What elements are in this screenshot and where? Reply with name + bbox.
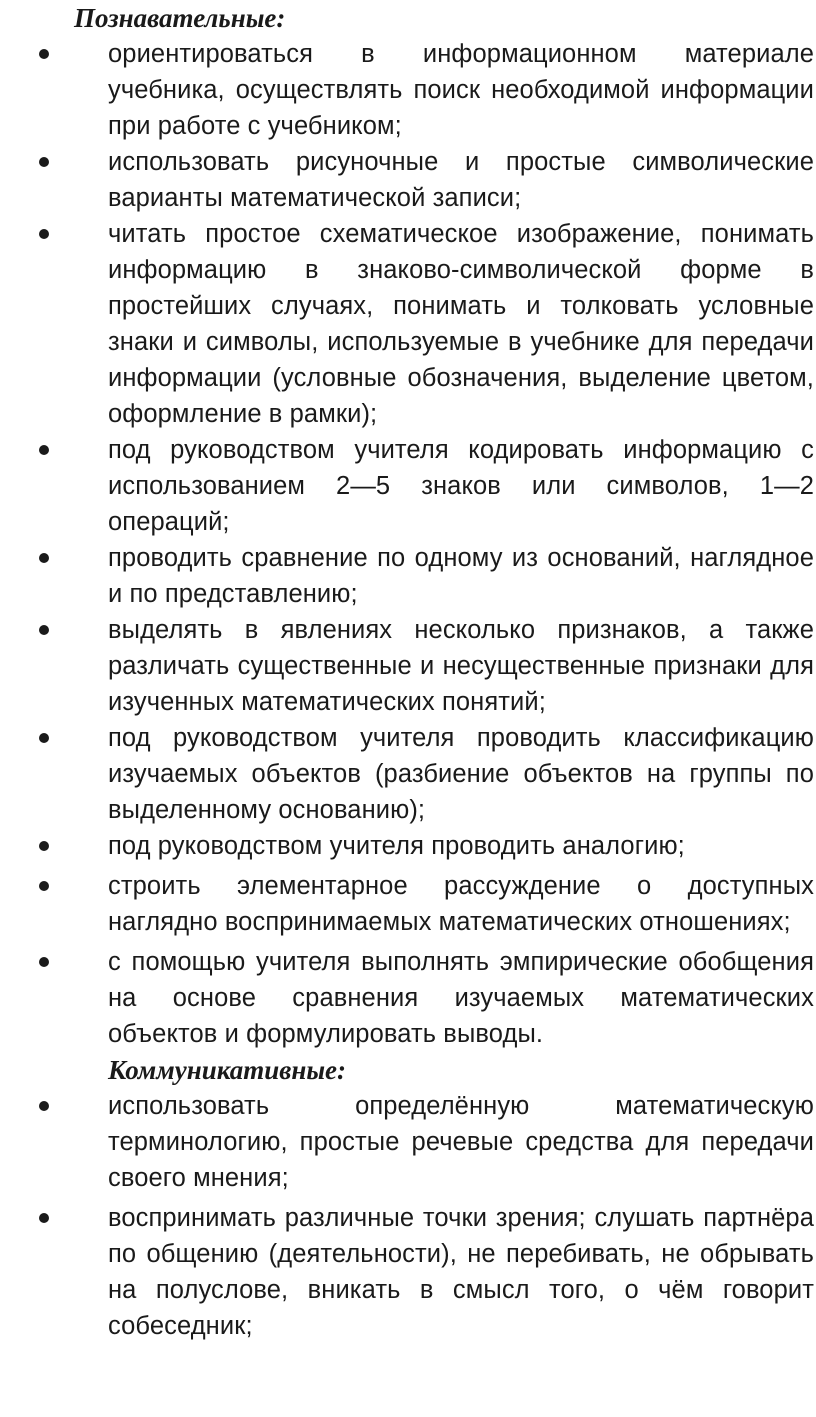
section-heading-cognitive: Познавательные: — [74, 3, 286, 33]
bullet-icon — [0, 1088, 108, 1124]
bullet-icon — [0, 828, 108, 864]
list-item — [0, 216, 816, 432]
communicative-list — [0, 1088, 816, 1344]
list-item — [0, 828, 816, 864]
bullet-icon — [0, 944, 108, 980]
list-item-text: использовать рисуночные и простые символические варианты математической записи; — [108, 148, 814, 212]
list-item — [0, 868, 816, 940]
list-item-text: строить элементарное рассуждение о доступных наглядно воспринимаемых математических отношениях; — [108, 872, 814, 936]
list-item — [0, 540, 816, 612]
bullet-icon — [0, 216, 108, 252]
bullet-icon — [0, 432, 108, 468]
section-heading-communicative: Коммуникативные: — [108, 1055, 347, 1085]
list-item — [0, 144, 816, 216]
list-item — [0, 612, 816, 720]
list-item-text: воспринимать различные точки зрения; слушать партнёра по общению (деятельности), не перебивать, не обрывать на полуслове, вникать в смысл того, о чём говорит собеседник; — [108, 1204, 814, 1340]
list-item — [0, 432, 816, 540]
list-item-text: под руководством учителя проводить классификацию изучаемых объектов (разбиение объектов на группы по выделенному основанию); — [108, 724, 814, 824]
list-item-text: читать простое схематическое изображение, понимать информацию в знаково-символической форме в простейших случаях, понимать и толковать условные знаки и символы, используемые в учебнике для передачи информации (условные обозначения, выделение цветом, оформление в рамки); — [108, 220, 814, 428]
bullet-icon — [0, 144, 108, 180]
list-item-text: под руководством учителя кодировать информацию с использованием 2—5 знаков или символов, 1—2 операций; — [108, 436, 814, 536]
list-item-text: ориентироваться в информационном материале учебника, осуществлять поиск необходимой информации при работе с учебником; — [108, 40, 814, 140]
bullet-icon — [0, 612, 108, 648]
bullet-icon — [0, 1200, 108, 1236]
list-item — [0, 1088, 816, 1196]
list-item-text: выделять в явлениях несколько признаков, а также различать существенные и несущественные признаки для изученных математических понятий; — [108, 616, 814, 716]
list-item — [0, 1200, 816, 1344]
list-item-text: под руководством учителя проводить аналогию; — [108, 832, 685, 860]
list-item — [0, 944, 816, 1052]
list-item-text: проводить сравнение по одному из оснований, наглядное и по представлению; — [108, 544, 814, 608]
bullet-icon — [0, 868, 108, 904]
bullet-icon — [0, 36, 108, 72]
cognitive-list — [0, 36, 816, 1052]
bullet-icon — [0, 540, 108, 576]
bullet-icon — [0, 720, 108, 756]
list-item — [0, 720, 816, 828]
list-item-text: использовать определённую математическую терминологию, простые речевые средства для передачи своего мнения; — [108, 1092, 814, 1192]
list-item — [0, 36, 816, 144]
list-item-text: с помощью учителя выполнять эмпирические обобщения на основе сравнения изучаемых математических объектов и формулировать выводы. — [108, 948, 814, 1048]
